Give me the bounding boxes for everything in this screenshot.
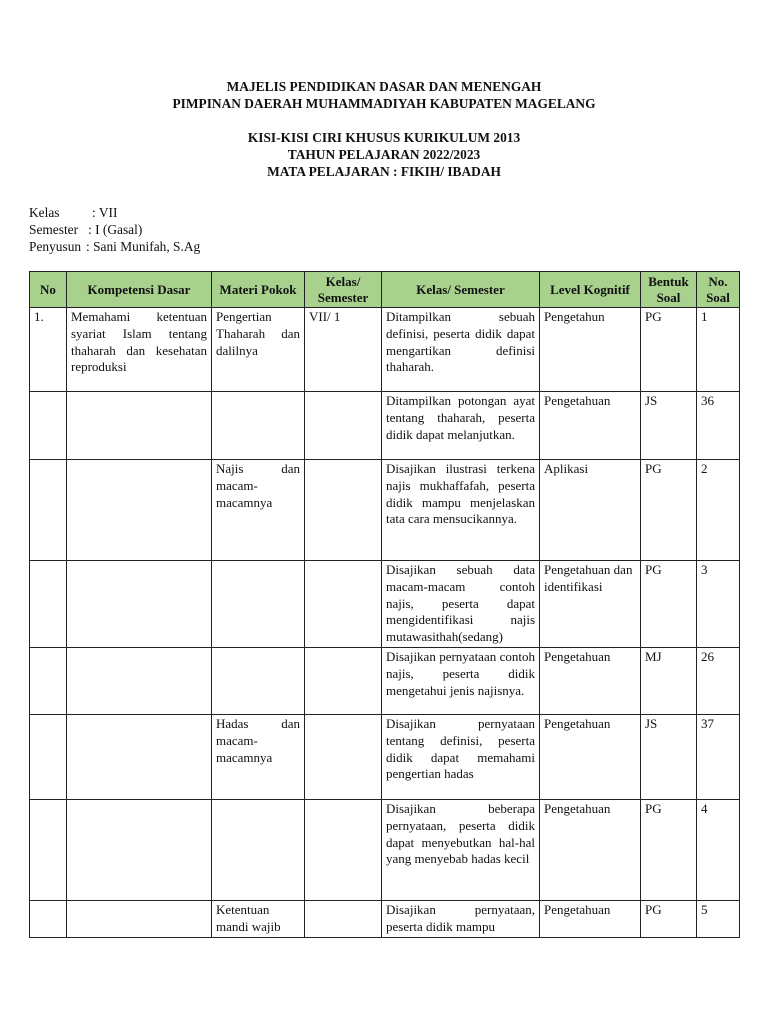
cell-indikator: Ditampilkan potongan ayat tentang thaharah, peserta didik dapat melanjutkan. — [382, 392, 540, 460]
col-header-bentuk: Bentuk Soal — [641, 272, 697, 308]
cell-nosoal: 5 — [697, 900, 740, 937]
cell-no: 1. — [30, 308, 67, 392]
header-line-1: MAJELIS PENDIDIKAN DASAR DAN MENENGAH — [226, 79, 542, 94]
cell-kompetensi — [67, 561, 212, 648]
document-meta — [29, 204, 200, 255]
table-row — [30, 460, 740, 561]
cell-nosoal: 3 — [697, 561, 740, 648]
cell-kompetensi — [67, 900, 212, 937]
cell-materi — [212, 799, 305, 900]
cell-bentuk: PG — [641, 561, 697, 648]
meta-semester-value: : I (Gasal) — [88, 222, 143, 237]
cell-level: Aplikasi — [540, 460, 641, 561]
cell-kompetensi: Memahami ketentuan syariat Islam tentang thaharah dan kesehatan reproduksi — [67, 308, 212, 392]
cell-level: Pengetahuan — [540, 714, 641, 799]
cell-kompetensi — [67, 799, 212, 900]
cell-level: Pengetahuan — [540, 392, 641, 460]
col-header-nosoal: No. Soal — [697, 272, 740, 308]
meta-penyusun-label: Penyusun — [29, 239, 82, 254]
cell-bentuk: MJ — [641, 647, 697, 714]
col-header-level: Level Kognitif — [540, 272, 641, 308]
cell-bentuk: JS — [641, 392, 697, 460]
cell-nosoal: 36 — [697, 392, 740, 460]
cell-indikator: Disajikan pernyataan, peserta didik mampu — [382, 900, 540, 937]
cell-no — [30, 460, 67, 561]
col-header-materi: Materi Pokok — [212, 272, 305, 308]
cell-no — [30, 714, 67, 799]
cell-no — [30, 799, 67, 900]
table-row — [30, 799, 740, 900]
cell-kelas — [305, 714, 382, 799]
col-header-kompetensi: Kompetensi Dasar — [67, 272, 212, 308]
meta-penyusun — [29, 238, 200, 255]
header-line-5: MATA PELAJARAN : FIKIH/ IBADAH — [267, 164, 501, 179]
kisi-kisi-table — [29, 271, 740, 938]
cell-kelas — [305, 392, 382, 460]
cell-kompetensi — [67, 460, 212, 561]
table-row — [30, 714, 740, 799]
cell-indikator: Ditampilkan sebuah definisi, peserta didik dapat mengartikan definisi thaharah. — [382, 308, 540, 392]
cell-nosoal: 4 — [697, 799, 740, 900]
cell-level: Pengetahun — [540, 308, 641, 392]
col-header-no: No — [30, 272, 67, 308]
cell-kelas: VII/ 1 — [305, 308, 382, 392]
header-line-3: KISI-KISI CIRI KHUSUS KURIKULUM 2013 — [247, 130, 521, 145]
cell-kompetensi — [67, 714, 212, 799]
cell-indikator: Disajikan sebuah data macam-macam contoh najis, peserta dapat mengidentifikasi najis mutawasithah(sedang) — [382, 561, 540, 648]
meta-semester-label: Semester — [29, 222, 79, 237]
cell-nosoal: 37 — [697, 714, 740, 799]
table-row — [30, 561, 740, 648]
cell-materi — [212, 561, 305, 648]
col-header-indikator: Kelas/ Semester — [382, 272, 540, 308]
header-line-4: TAHUN PELAJARAN 2022/2023 — [287, 147, 481, 162]
table-row — [30, 647, 740, 714]
cell-materi: Pengertian Thaharah dan dalilnya — [212, 308, 305, 392]
cell-level: Pengetahuan — [540, 799, 641, 900]
table-header-row — [30, 272, 740, 308]
cell-indikator: Disajikan pernyataan contoh najis, peserta didik mengetahui jenis najisnya. — [382, 647, 540, 714]
col-header-kelas: Kelas/ Semester — [305, 272, 382, 308]
cell-kelas — [305, 460, 382, 561]
cell-level: Pengetahuan — [540, 900, 641, 937]
header-line-2: PIMPINAN DAERAH MUHAMMADIYAH KABUPATEN MAGELANG — [172, 96, 596, 111]
cell-indikator: Disajikan pernyataan tentang definisi, peserta didik dapat memahami pengertian hadas — [382, 714, 540, 799]
cell-kelas — [305, 900, 382, 937]
meta-penyusun-value: : Sani Munifah, S.Ag — [86, 239, 201, 254]
cell-bentuk: JS — [641, 714, 697, 799]
cell-kelas — [305, 647, 382, 714]
document-header — [0, 78, 768, 180]
cell-level: Pengetahuan — [540, 647, 641, 714]
cell-bentuk: PG — [641, 308, 697, 392]
cell-bentuk: PG — [641, 900, 697, 937]
meta-kelas — [29, 204, 200, 221]
cell-nosoal: 1 — [697, 308, 740, 392]
cell-no — [30, 392, 67, 460]
cell-nosoal: 26 — [697, 647, 740, 714]
cell-materi: Najis dan macam-macamnya — [212, 460, 305, 561]
cell-kompetensi — [67, 647, 212, 714]
cell-no — [30, 647, 67, 714]
cell-materi — [212, 392, 305, 460]
cell-materi: Hadas dan macam-macamnya — [212, 714, 305, 799]
meta-kelas-label: Kelas — [29, 205, 60, 220]
meta-semester — [29, 221, 200, 238]
cell-kelas — [305, 799, 382, 900]
cell-kelas — [305, 561, 382, 648]
table-row — [30, 900, 740, 937]
cell-kompetensi — [67, 392, 212, 460]
cell-materi — [212, 647, 305, 714]
cell-indikator: Disajikan beberapa pernyataan, peserta didik dapat menyebutkan hal-hal yang menyebab hadas kecil — [382, 799, 540, 900]
cell-level: Pengetahuan dan identifikasi — [540, 561, 641, 648]
cell-bentuk: PG — [641, 799, 697, 900]
cell-no — [30, 900, 67, 937]
meta-kelas-value: : VII — [92, 205, 118, 220]
cell-indikator: Disajikan ilustrasi terkena najis mukhaffafah, peserta didik mampu menjelaskan tata cara mensucikannya. — [382, 460, 540, 561]
cell-materi: Ketentuan mandi wajib — [212, 900, 305, 937]
cell-bentuk: PG — [641, 460, 697, 561]
cell-no — [30, 561, 67, 648]
table-row — [30, 308, 740, 392]
cell-nosoal: 2 — [697, 460, 740, 561]
table-row — [30, 392, 740, 460]
